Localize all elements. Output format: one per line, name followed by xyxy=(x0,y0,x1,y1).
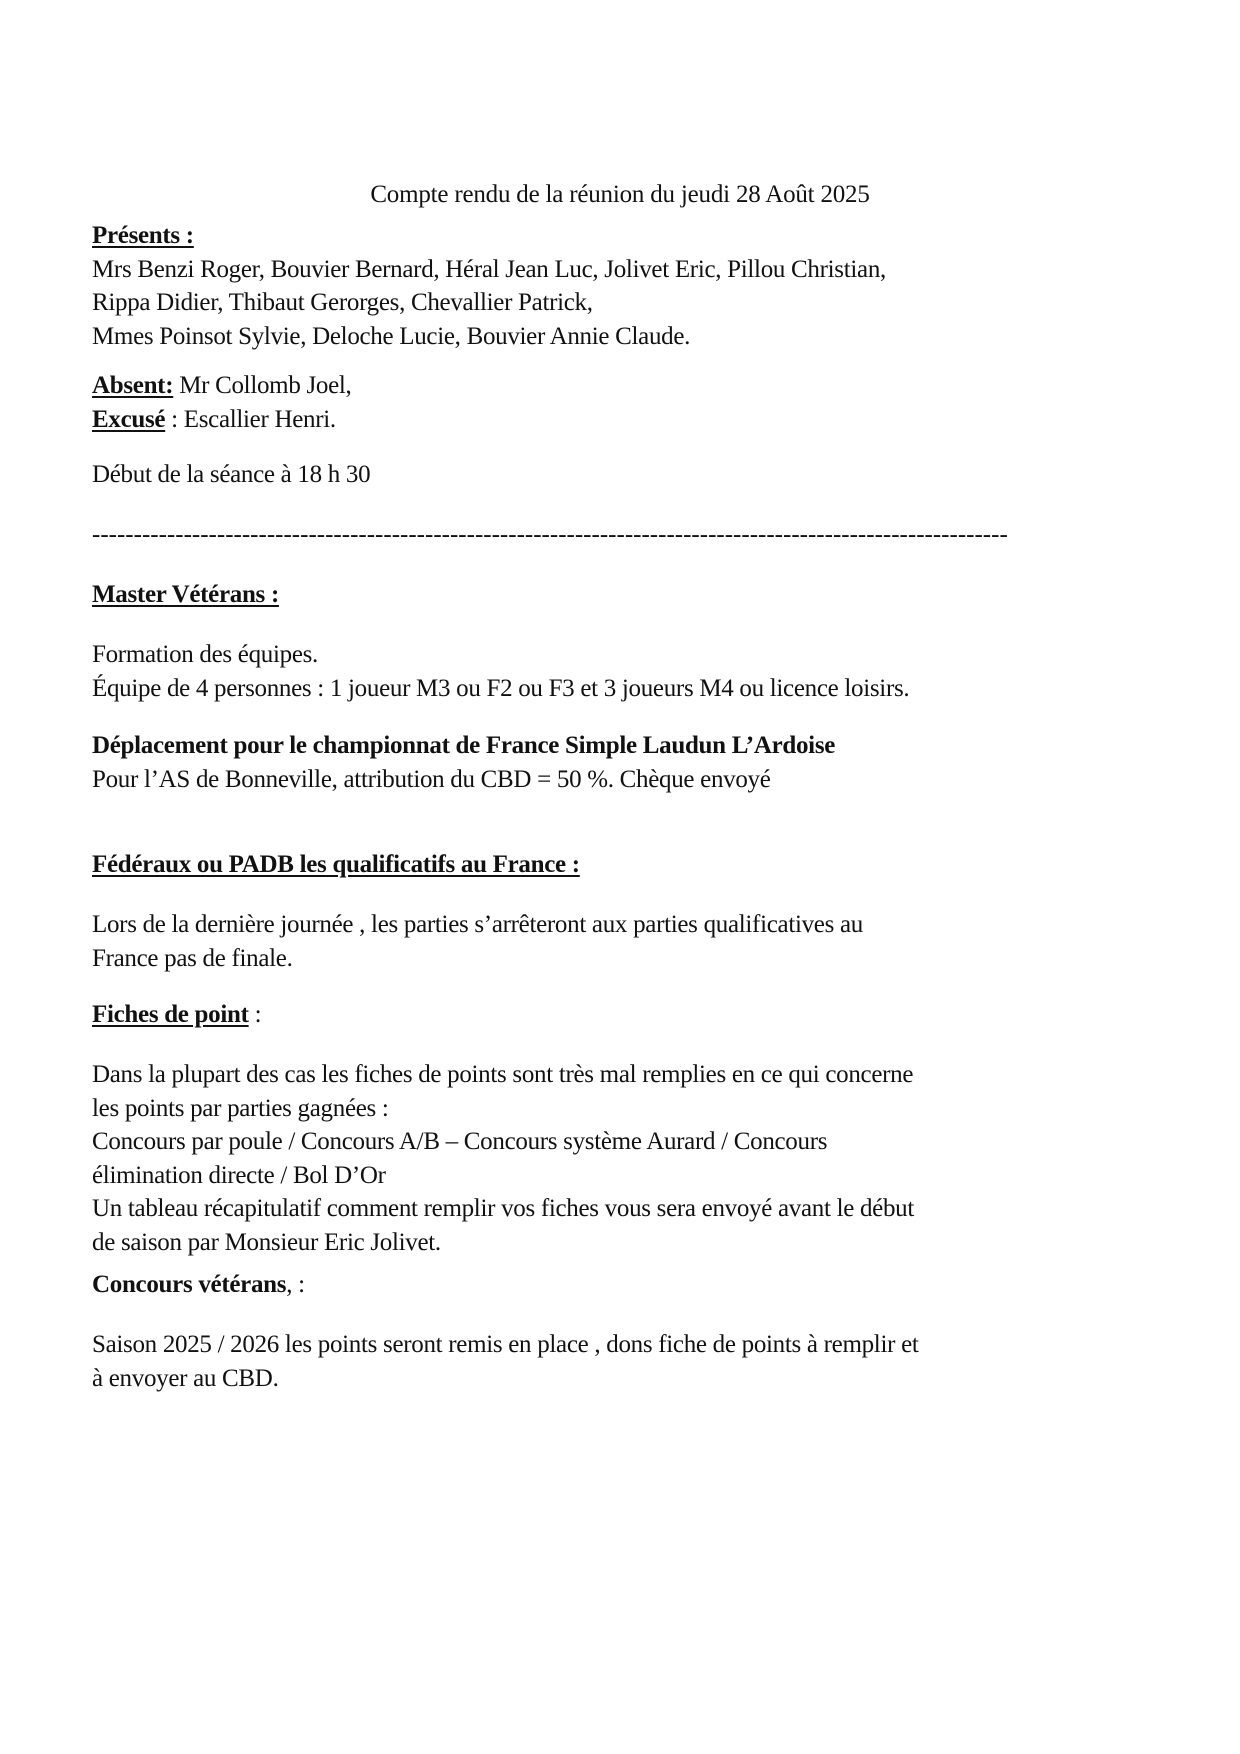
master-veterans-heading: Master Vétérans : xyxy=(92,581,279,608)
presents-line: Mmes Poinsot Sylvie, Deloche Lucie, Bouvier Annie Claude. xyxy=(92,322,691,350)
fiches-heading: Fiches de point xyxy=(92,1001,249,1028)
fiches-line: de saison par Monsieur Eric Jolivet. xyxy=(92,1228,441,1256)
fiches-heading-suffix: : xyxy=(248,1001,262,1028)
fiches-body xyxy=(92,1058,1112,1259)
concours-veterans-line: Saison 2025 / 2026 les points seront remis en place , dons fiche de points à remplir et xyxy=(92,1331,919,1358)
excuse-line xyxy=(92,403,1112,437)
excuse-text: : Escallier Henri. xyxy=(165,405,336,433)
separator-line: -------------------------------------------------------------------------------------------------------------- xyxy=(92,521,1008,548)
presents-line: Mrs Benzi Roger, Bouvier Bernard, Héral Jean Luc, Jolivet Eric, Pillou Christian, xyxy=(92,255,886,283)
fiches-line: les points par parties gagnées : xyxy=(92,1094,389,1122)
fiches-line: Concours par poule / Concours A/B – Concours système Aurard / Concours xyxy=(92,1128,828,1155)
concours-veterans-body xyxy=(92,1328,1112,1395)
deplacement-section xyxy=(92,729,1112,796)
concours-veterans-heading: Concours vétérans xyxy=(92,1271,287,1298)
fiches-line: élimination directe / Bol D’Or xyxy=(92,1161,386,1189)
excuse-label: Excusé xyxy=(92,405,166,433)
federaux-line: France pas de finale. xyxy=(92,944,293,972)
absent-label: Absent: xyxy=(92,372,174,399)
session-start: Début de la séance à 18 h 30 xyxy=(92,461,371,488)
concours-veterans-heading-line xyxy=(92,1268,1112,1302)
fiches-heading-line xyxy=(92,998,1112,1032)
fiches-line: Un tableau récapitulatif comment remplir vos fiches vous sera envoyé avant le début xyxy=(92,1195,915,1222)
federaux-line: Lors de la dernière journée , les parties s’arrêteront aux parties qualificatives au xyxy=(92,911,863,938)
master-veterans-line: Équipe de 4 personnes : 1 joueur M3 ou F2 ou F3 et 3 joueurs M4 ou licence loisirs. xyxy=(92,674,910,702)
concours-veterans-heading-suffix: , : xyxy=(286,1271,305,1298)
presents-line: Rippa Didier, Thibaut Gerorges, Chevallier Patrick, xyxy=(92,289,593,316)
absent-line xyxy=(92,369,1112,403)
federaux-body xyxy=(92,908,1112,975)
deplacement-text: Pour l’AS de Bonneville, attribution du CBD = 50 %. Chèque envoyé xyxy=(92,765,771,793)
document-title: Compte rendu de la réunion du jeudi 28 Août 2025 xyxy=(370,181,870,208)
deplacement-heading: Déplacement pour le championnat de France Simple Laudun L’Ardoise xyxy=(92,732,836,759)
federaux-heading: Fédéraux ou PADB les qualificatifs au France : xyxy=(92,851,580,878)
master-veterans-body xyxy=(92,638,1112,705)
fiches-line: Dans la plupart des cas les fiches de points sont très mal remplies en ce qui concerne xyxy=(92,1061,914,1088)
master-veterans-line: Formation des équipes. xyxy=(92,641,319,668)
absences-section xyxy=(92,369,1112,436)
concours-veterans-line: à envoyer au CBD. xyxy=(92,1364,279,1392)
presents-heading: Présents : xyxy=(92,222,194,249)
absent-text: Mr Collomb Joel, xyxy=(173,372,352,399)
presents-section xyxy=(92,219,1112,353)
